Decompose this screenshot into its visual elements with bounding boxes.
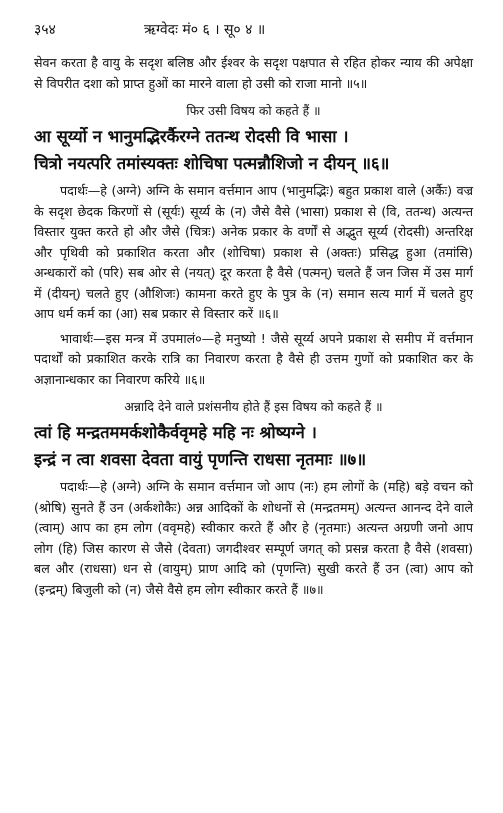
padartha-6: पदार्थः—हे (अग्ने) अग्नि के समान वर्त्तमान आप (भानुमद्भिः) बहुत प्रकाश वाले (अर्कैः) वज्र के सदृश छेदक किरणों से (सूर्यः) सूर्य्य के (न) जैसे वैसे (भासा) प्रकाश से (वि, ततन्थ) अत्यन्त विस्तार युक्त करते हो और जैसे (चित्रः) अनेक प्रकार के वर्णों से अद्भुत सूर्य्य (रोदसी) अन्तरिक्ष और पृथिवी को प्रकाशित करता और (शोचिषा) प्रकाश से (अक्तः) प्रसिद्ध हुआ (तमांसि) अन्धकारों को (परि) सब ओर से (नयत्) दूर करता है वैसे (पत्मन्) चलते हैं जन जिस में उस मार्ग में (दीयन्) चलते हुए (औशिजः) कामना करते हुए के पुत्र के (न) समान सत्य मार्ग में चलते हुए आप धर्म कर्म का (आ) सब प्रकार से विस्तार करें ॥६॥ xyxy=(34,183,473,321)
mantra-7-line-1: त्वां हि मन्द्रतममर्कशोकैर्ववृमहे महि नः श्रोष्यग्ने । xyxy=(34,423,317,442)
continuation-paragraph: सेवन करता है वायु के सदृश बलिष्ठ और ईश्वर के सदृश पक्षपात से रहित होकर न्याय की अपेक्षा से विपरीत दशा को प्राप्त हुओं का मारने वाला हो उसी को राजा मानो ॥५॥ xyxy=(34,55,473,91)
mantra-6-line-2: चित्रो नयत्परि तमांस्यक्तः शोचिषा पत्मन्नौशिजो न दीयन् ॥६॥ xyxy=(34,154,390,173)
page-number: ३५४ xyxy=(34,22,56,38)
padartha-7: पदार्थः—हे (अग्ने) अग्नि के समान वर्त्तमान जो आप (नः) हम लोगों के (महि) बड़े वचन को (श्रोषि) सुनते हैं उन (अर्कशोकैः) अन्न आदिकों के शोधनों से (मन्द्रतमम्) अत्यन्त आनन्द देने वाले (त्वाम्) आप का हम लोग (ववृमहे) स्वीकार करते हैं और हे (नृतमाः) अत्यन्त अग्रणी जनो आप लोग (हि) जिस कारण से जैसे (देवता) जगदीश्वर सम्पूर्ण जगत् को प्रसन्न करता है वैसे (शवसा) बल और (राधसा) धन से (वायुम्) प्राण आदि को (पृणन्ति) सुखी करते हैं उन (त्वा) आप को (इन्द्रम्) बिजुली को (न) जैसे वैसे हम लोग स्वीकार करते हैं ॥७॥ xyxy=(34,479,473,597)
intro-line-mantra-6: फिर उसी विषय को कहते हैं ॥ xyxy=(186,103,321,118)
mantra-6-line-1: आ सूर्य्यो न भानुमद्भिरर्कैरग्ने ततन्थ रोदसी वि भासा । xyxy=(34,127,349,146)
intro-line-mantra-7: अन्नादि देने वाले प्रशंसनीय होते हैं इस विषय को कहते हैं ॥ xyxy=(124,399,383,414)
running-title: ऋग्वेदः मं० ६ । सू० ४ ॥ xyxy=(144,22,266,38)
bhavartha-6: भावार्थः—इस मन्त्र में उपमालं०—हे मनुष्यो ! जैसे सूर्य्य अपने प्रकाश से समीप में वर्त्तमान पदार्थों को प्रकाशित करके रात्रि का निवारण करता है वैसे ही उत्तम गुणों को प्रकाशित कर के अज्ञानान्धकार का निवारण करिये ॥६॥ xyxy=(34,330,473,387)
mantra-7-line-2: इन्द्रं न त्वा शवसा देवता वायुं पृणन्ति राधसा नृतमाः ॥७॥ xyxy=(34,450,367,469)
page-header xyxy=(34,20,473,39)
